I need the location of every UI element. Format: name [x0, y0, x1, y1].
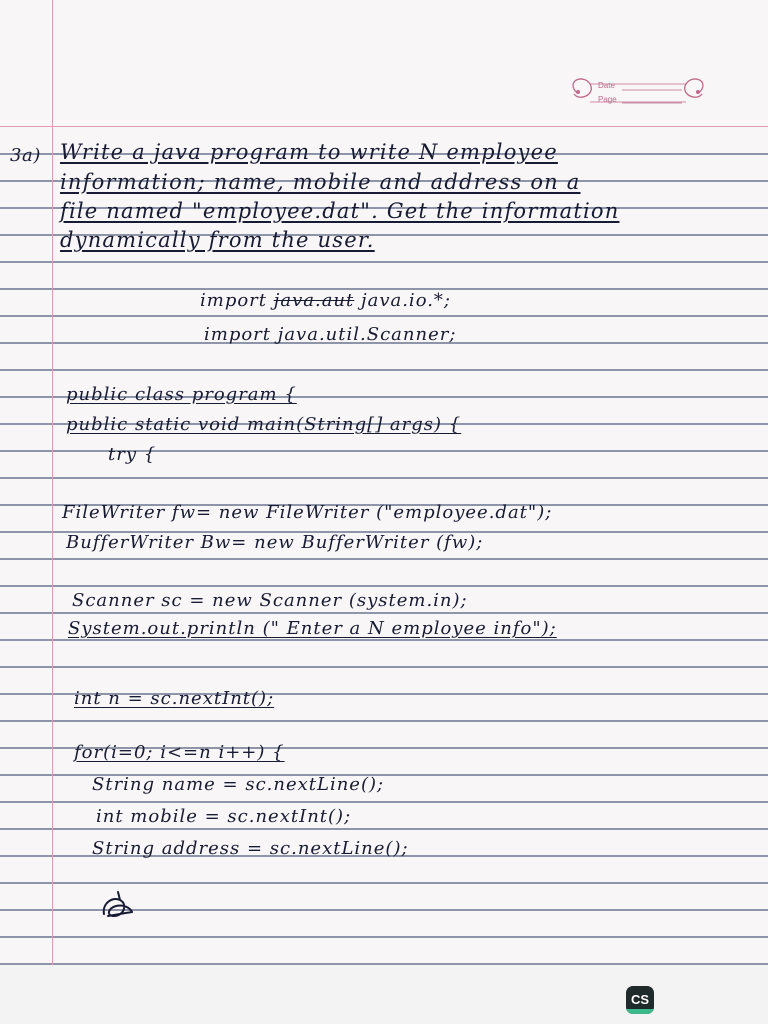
date-page-stamp: [562, 72, 714, 112]
class-declaration: public class program {: [66, 384, 297, 405]
try-statement: try {: [108, 444, 157, 465]
struck-out-text: java.aut: [273, 290, 355, 311]
scanner-line: Scanner sc = new Scanner (system.in);: [72, 590, 468, 611]
page-label: Page: [598, 95, 617, 104]
string-address-line: String address = sc.nextLine();: [92, 838, 409, 859]
ink-scribble-icon: [98, 886, 138, 922]
date-label: Date: [598, 81, 615, 90]
import-path: java.io.*;: [361, 290, 451, 311]
filewriter-line: FileWriter fw= new FileWriter ("employee.dat");: [62, 502, 553, 523]
import-line-2: import java.util.Scanner;: [204, 324, 457, 345]
int-n-line: int n = sc.nextInt();: [74, 688, 275, 709]
main-declaration: public static void main(String[] args) {: [66, 414, 462, 435]
import-line-1: [200, 290, 451, 311]
stamp-ornament-icon: [562, 72, 714, 112]
question-line-3: file named "employee.dat". Get the information: [60, 199, 620, 223]
println-line: System.out.println (" Enter a N employee info");: [68, 618, 557, 639]
question-number: 3a): [10, 145, 42, 166]
string-name-line: String name = sc.nextLine();: [92, 774, 385, 795]
for-loop-line: for(i=0; i<=n i++) {: [74, 742, 285, 763]
question-line-2: information; name, mobile and address on a: [60, 170, 581, 194]
question-line-4: dynamically from the user.: [60, 228, 375, 252]
left-margin-line: [52, 0, 53, 965]
bufferedwriter-line: BufferWriter Bw= new BufferWriter (fw);: [66, 532, 484, 553]
int-mobile-line: int mobile = sc.nextInt();: [96, 806, 352, 827]
header-margin-rule: [0, 126, 768, 127]
question-line-1: Write a java program to write N employee: [60, 140, 558, 164]
scanner-app-badge: CS: [626, 986, 654, 1014]
import-keyword: import: [200, 290, 268, 311]
